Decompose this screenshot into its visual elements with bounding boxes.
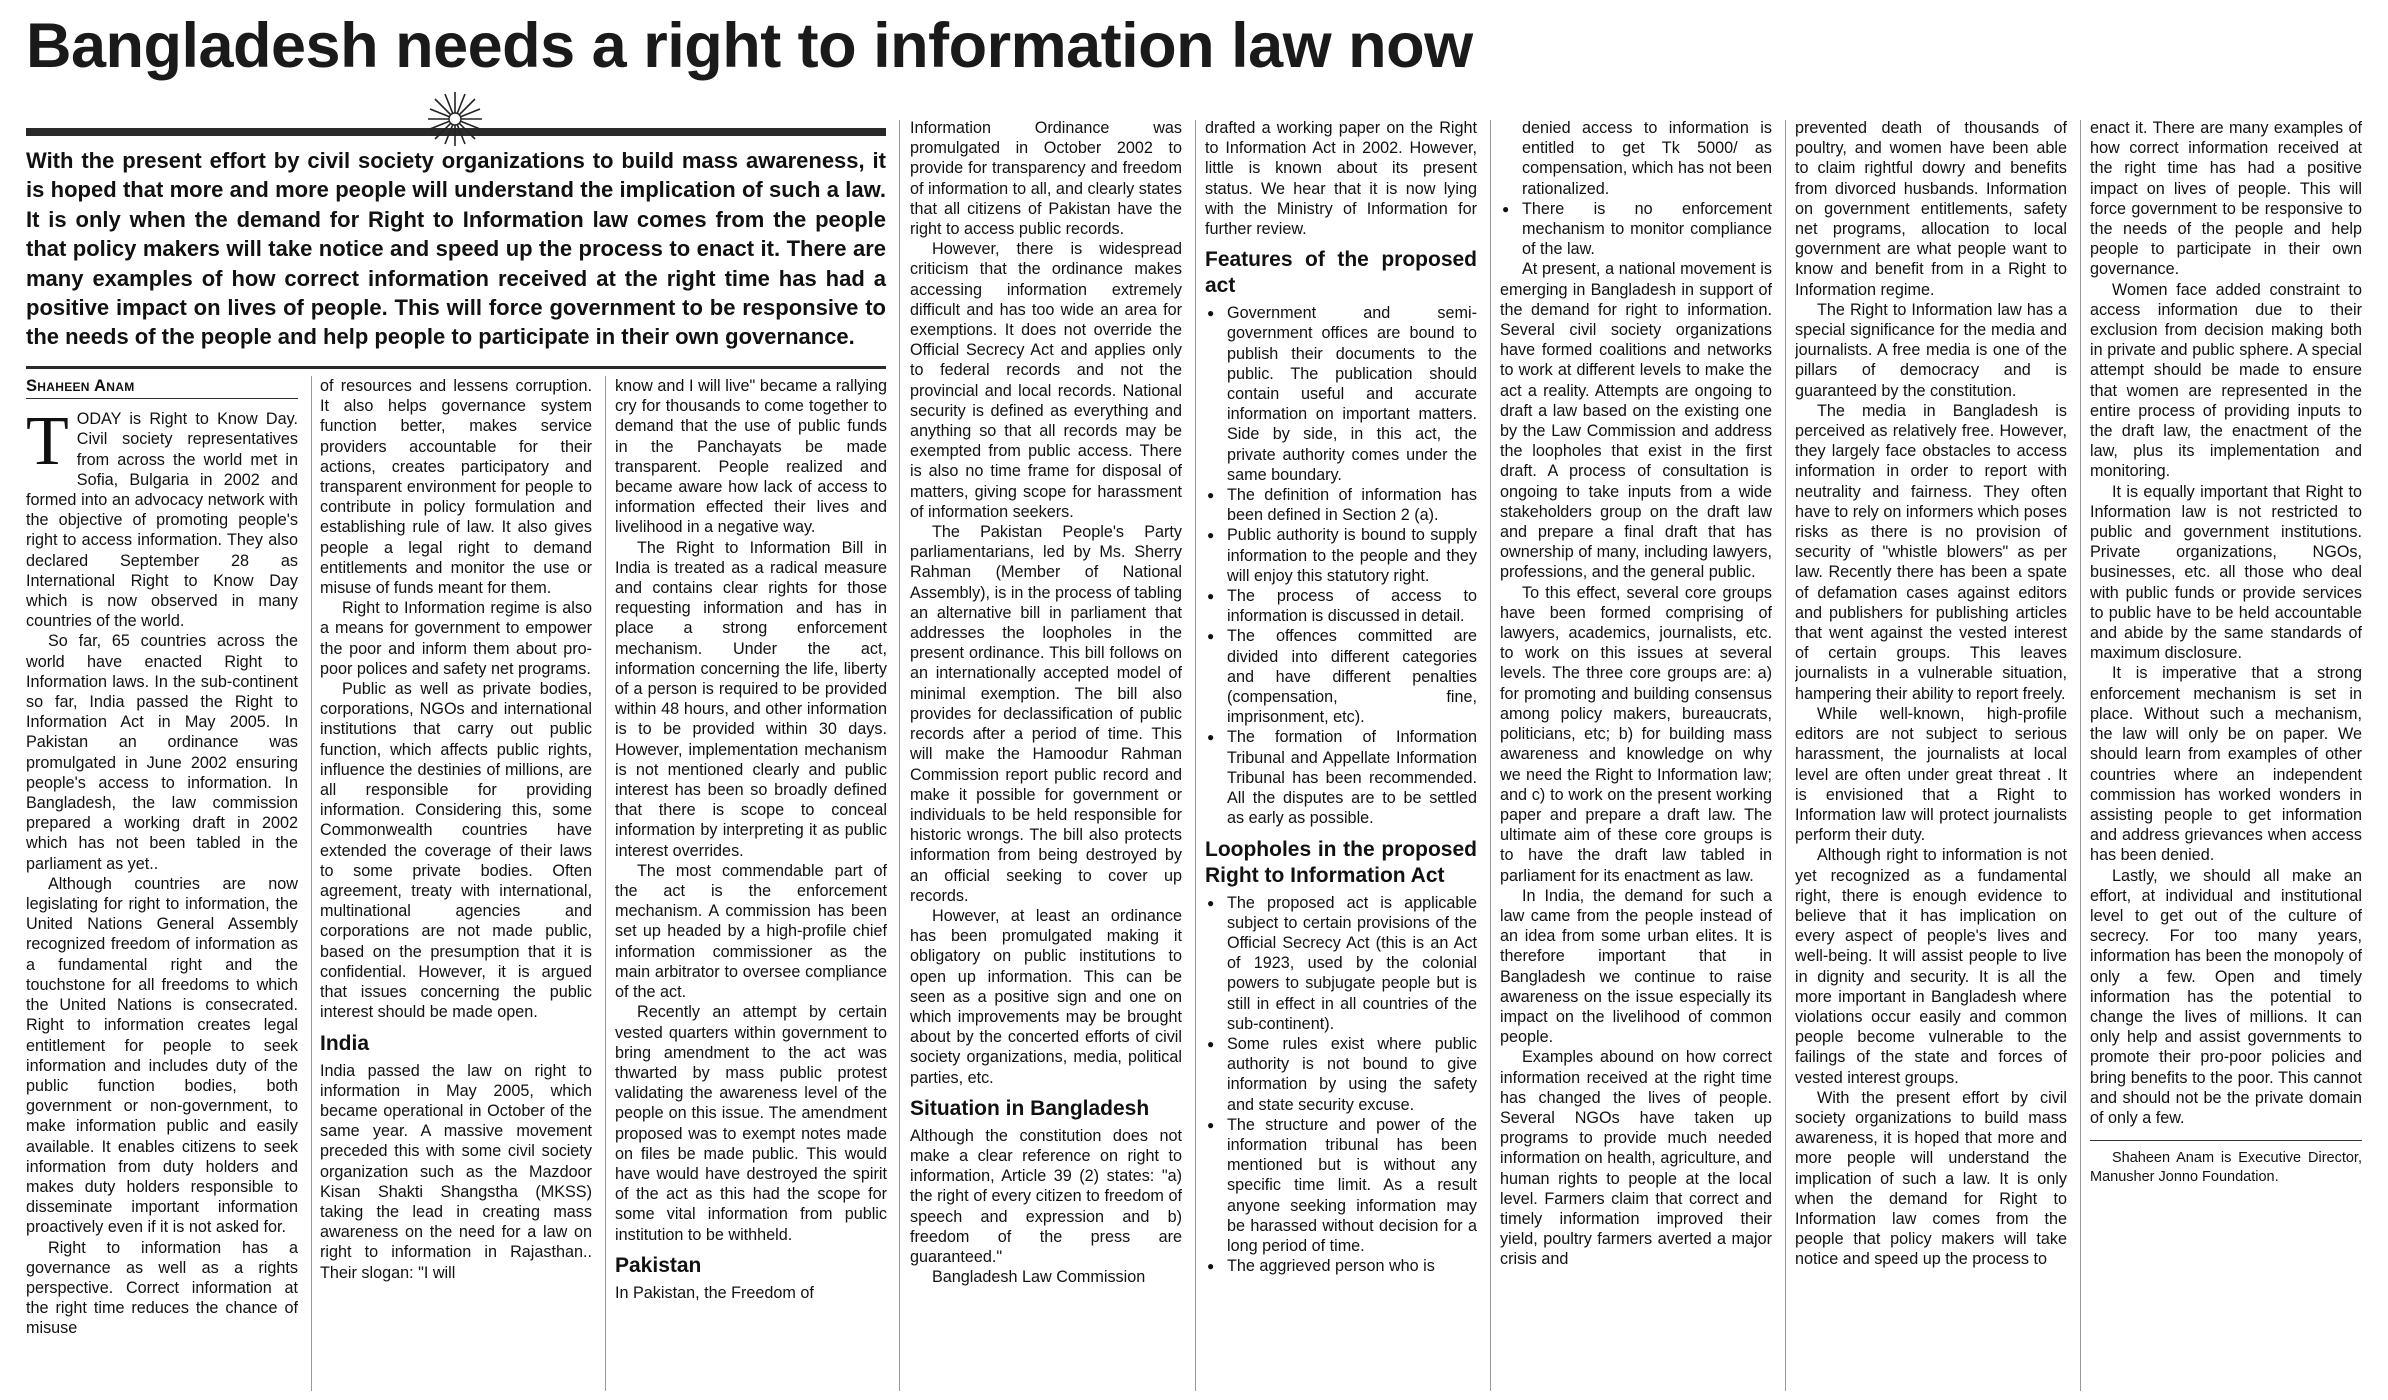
list-item: ● The proposed act is applicable subject to certain provisions of the Official Secrecy Act (this is an Act of 1923, used by the colonial powers to subjugate people but is still in effect in all countries of the sub-continent). (1205, 893, 1477, 1034)
subheading-india: India (320, 1031, 370, 1055)
subheading-features: Features of the proposed act (1205, 248, 1477, 298)
list-item: ● Government and semi-government offices are bound to publish their documents to the public. The publication should contain useful and accurate information on important matters. Side by side, in this act, the private authority comes under the same boundary. (1205, 303, 1477, 485)
paragraph: Right to Information regime is also a means for government to empower the poor and inform them about pro-poor polices and safety net programs. (320, 599, 592, 678)
paragraph: Examples abound on how correct information received at the right time has changed the lives of people. Several NGOs have taken up programs to provide much needed information on health, agriculture, and human rights to people at the local level. Farmers claim that correct and timely information improved their yield, poultry farmers averted a major crisis and (1500, 1048, 1772, 1269)
column-divider (1490, 120, 1491, 1391)
paragraph: The Pakistan People's Party parliamentarians, led by Ms. Sherry Rahman (Member of National Assembly), is in the process of tabling an alternative bill in parliament that addresses the loopholes in the present ordinance. This bill follows on an internationally accepted model of minimal exemption. The bill also provides for declassification of public records after a period of time. This will make the Hamoodur Rahman Commission report public record and make it possible for government or individuals to be held responsible for historic wrongs. The bill also protects information from being destroyed by an official seeking to cover up records. (910, 523, 1182, 905)
deck-summary: With the present effort by civil society organizations to build mass awareness, it is hoped that more and more people will understand the implication of such a law. It is only when the demand for Right to Information law comes from the people that policy makers will take notice and speed up the process to enact it. There are many examples of how correct information received at the right time has had a positive impact on lives of people. This will force government to be responsive to the needs of the people and help people to participate in their own governance. (26, 148, 886, 350)
paragraph: However, there is widespread criticism that the ordinance makes accessing information extremely difficult and has too wide an area for exemptions. It does not override the Official Secrecy Act and applies only to federal records and not the provincial and local records. National security is defined as everything and anything so that all records may be exempted from public access. There is also no time frame for disposal of matters, giving scope for harassment of information seekers. (910, 240, 1182, 521)
paragraph: In India, the demand for such a law came from the people instead of an idea from some urban elites. It is therefore important that in Bangladesh we continue to raise awareness on the issue especially its impact on the livelihood of common people. (1500, 886, 1772, 1047)
list-item: ● The definition of information has been defined in Section 2 (a). (1205, 485, 1477, 525)
paragraph: With the present effort by civil society organizations to build mass awareness, it is hoped that more and more people will understand the implication of such a law. It is only when the demand for Right to Information law comes from the people that policy makers will take notice and speed up the process to (1795, 1088, 2067, 1269)
paragraph: While well-known, high-profile editors are not subject to serious harassment, the journalists at local level are often under great threat . It is envisioned that a Right to Information law will protect journalists perform their duty. (1795, 704, 2067, 845)
paragraph: It is imperative that a strong enforcement mechanism is set in place. Without such a mechanism, the law will only be on paper. We should learn from examples of other countries where an independent commission has worked wonders in assisting people to get information and address grievances when access has been denied. (2090, 664, 2362, 865)
list-item: ● The aggrieved person who is (1205, 1256, 1477, 1276)
byline: Shaheen Anam (26, 376, 298, 399)
paragraph: At present, a national movement is emerging in Bangladesh in support of the demand for right to information. Several civil society organizations have formed coalitions and networks to work at different levels to make the act a reality. Attempts are ongoing to draft a law based on the existing one by the Law Commission and address the loopholes that exist in the first draft. A process of consultation is ongoing to take inputs from a wide stakeholders group on the draft law and prepare a final draft that has ownership of many, including lawyers, professions, and the general public. (1500, 260, 1772, 582)
enforcement-list (1500, 199, 1772, 260)
column-divider (1195, 120, 1196, 1391)
column-divider (311, 376, 312, 1391)
paragraph: The most commendable part of the act is the enforcement mechanism. A commission has been set up headed by a high-profile chief information commissioner as the main arbitrator to oversee compliance of the act. (615, 861, 887, 1002)
list-item: ● The offences committed are divided into different categories and have different penalties (compensation, fine, imprisonment, etc). (1205, 626, 1477, 727)
list-item: ● Some rules exist where public authority is not bound to give information by using the safety and state security excuse. (1205, 1034, 1477, 1115)
column-1 (26, 376, 298, 1391)
paragraph: It is equally important that Right to Information law is not restricted to public and government institutions. Private organizations, NGOs, businesses, etc. all those who deal with public funds or provide services to public have to be held accountable and abide by the same standards of maximum disclosure. (2090, 482, 2362, 663)
paragraph: Although the constitution does not make a clear reference on right to information, Article 39 (2) states: "a) the right of every citizen to freedom of speech and expression and b) freedom of the press are guaranteed." (910, 1126, 1182, 1266)
features-list (1205, 303, 1477, 828)
author-note: Shaheen Anam is Executive Director, Manusher Jonno Foundation. (2090, 1150, 2362, 1186)
paragraph: India passed the law on right to information in May 2005, which became operational in October of the same year. A massive movement preceded this with some civil society organization such as the Mazdoor Kisan Shakti Shangstha (MKSS) taking the lead in creating mass awareness on the need for a law on right to information in Rajasthan.. Their slogan: "I will (320, 1061, 592, 1282)
paragraph: know and I will live" became a rallying cry for thousands to come together to demand that the use of public funds in the Panchayats be made transparent. People realized and became aware how lack of access to information effected their lives and livelihood in a negative way. (615, 377, 887, 537)
column-3 (615, 376, 887, 1391)
column-divider (2080, 120, 2081, 1391)
column-4 (910, 118, 1182, 1391)
paragraph: ODAY is Right to Know Day. Civil society representatives from across the world met in Sofia, Bulgaria in 2002 and formed into an advocacy network with the objective of promoting people's right to access information. They also declared September 28 as International Right to Know Day which is now observed in many countries of the world. (26, 410, 298, 631)
list-item: ● There is no enforcement mechanism to monitor compliance of the law. (1500, 199, 1772, 260)
paragraph: prevented death of thousands of poultry, and women have been able to claim rightful dowry and benefits from divorced husbands. Information on government entitlements, safety net programs, allocation to local government are what people want to know and benefit from in a Right to Information regime. (1795, 119, 2067, 299)
end-rule (2090, 1140, 2362, 1141)
paragraph: denied access to information is entitled to get Tk 5000/ as compensation, which has not been rationalized. (1522, 119, 1772, 198)
paragraph: Women face added constraint to access information due to their exclusion from decision making both in private and public sphere. A special attempt should be made to ensure that women are represented in the entire process of providing inputs to the draft law, the enactment of the law, plus its implementation and monitoring. (2090, 280, 2362, 481)
paragraph: Although countries are now legislating for right to information, the United Nations General Assembly recognized freedom of information as a fundamental right and the touchstone for all freedoms to which the United Nations is consecrated. Right to information creates legal entitlement for people to seek information and includes duty of the public function bodies, both government or non-government, to make information public and easily available. It enables citizens to seek information from duty holders and makes duty holders responsible to disseminate important information proactively even if it is not asked for. (26, 874, 298, 1237)
paragraph: So far, 65 countries across the world have enacted Right to Information laws. In the sub-continent so far, India passed the Right to Information Act in May 2005. In Pakistan an ordinance was promulgated in June 2002 ensuring people's access to information. In Bangladesh, the law commission prepared a working draft in 2002 which has not been tabled in the parliament as yet.. (26, 632, 298, 873)
star-burst-icon (426, 90, 484, 148)
drop-cap: T (26, 403, 69, 481)
headline: Bangladesh needs a right to information law now (26, 11, 1473, 81)
paragraph: Recently an attempt by certain vested quarters within government to bring amendment to the act was thwarted by mass public protest validating the awareness level of the people on this issue. The amendment proposed was to exempt notes made on files be made public. This would have would have destroyed the spirit of the act as this had the scope for some vital information from public institution to be withheld. (615, 1003, 887, 1244)
list-item: ● The formation of Information Tribunal and Appellate Information Tribunal has been recommended. All the disputes are to be settled as early as possible. (1205, 727, 1477, 828)
paragraph: Information Ordinance was promulgated in October 2002 to provide for transparency and freedom of information to all, and clearly states that all citizens of Pakistan have the right to access public records. (910, 119, 1182, 239)
loopholes-list (1205, 893, 1477, 1277)
paragraph: Although right to information is not yet recognized as a fundamental right, there is enough evidence to believe that it has implication on every aspect of people's lives and well-being. It will assist people to live in dignity and security. It is all the more important in Bangladesh where violations occur easily and common people become vulnerable to the failings of the state and forces of vested interest groups. (1795, 846, 2067, 1087)
column-6 (1500, 118, 1772, 1391)
paragraph: The Right to Information Bill in India is treated as a radical measure and contains clear rights for those requesting information and has in place a strong enforcement mechanism. Under the act, information concerning the life, liberty of a person is required to be provided within 48 hours, and other information is to be provided within 30 days. However, implementation mechanism is not mentioned clearly and public interest has been so broadly defined that there is scope to conceal information by interpreting it as public interest overrides. (615, 538, 887, 860)
column-7 (1795, 118, 2067, 1391)
paragraph: To this effect, several core groups have been formed comprising of lawyers, academics, journalists, etc. to work on this issues at several levels. The three core groups are: a) for promoting and building consensus among policy makers, bureaucrats, politicians, etc; b) for building mass awareness and knowledge on why we need the Right to Information law; and c) to work on the present working paper and prepare a draft law. The ultimate aim of these core groups is to have the draft law tabled in parliament for its enactment as law. (1500, 583, 1772, 885)
paragraph: Right to information has a governance as well as a rights perspective. Correct information at the right time reduces the chance of misuse (26, 1238, 298, 1338)
column-2 (320, 376, 592, 1391)
subheading-loopholes: Loopholes in the proposed Right to Information Act (1205, 837, 1477, 887)
paragraph: Bangladesh Law Commission (932, 1268, 1146, 1287)
column-divider (1785, 120, 1786, 1391)
paragraph: However, at least an ordinance has been promulgated making it obligatory on public institutions to open up information. This can be seen as a positive sign and one on which improvements may be brought about by the concerted efforts of civil society organizations, media, political parties, etc. (910, 906, 1182, 1087)
paragraph: The Right to Information law has a special significance for the media and journalists. A free media is one of the pillars of democracy and is guaranteed by the constitution. (1795, 300, 2067, 400)
subheading-pakistan: Pakistan (615, 1253, 702, 1277)
subheading-bangladesh: Situation in Bangladesh (910, 1096, 1150, 1120)
paragraph: The media in Bangladesh is perceived as relatively free. However, they largely face obstacles to access information in order to report with neutrality and fairness. They often have to rely on informers which poses risks as there is no provision of security of "whistle blowers" as per law. Recently there has been a spate of defamation cases against editors and publishers for publishing articles that went against the vested interest of certain groups. This leaves journalists in a vulnerable situation, hampering their ability to report freely. (1795, 401, 2067, 703)
paragraph: Public as well as private bodies, corporations, NGOs and international institutions that carry out public function, which affects public rights, influence the destinies of millions, are all responsible for providing information. Considering this, some Commonwealth countries have extended the coverage of their laws to some private bodies. Often agreement, treaty with international, multinational agencies and corporations are not made public, based on the presumption that it is confidential. However, it is argued that issues concerning the public interest should be made open. (320, 680, 592, 1022)
column-divider (605, 376, 606, 1391)
paragraph: drafted a working paper on the Right to Information Act in 2002. However, little is known about its present status. We hear that it is now lying with the Ministry of Information for further review. (1205, 119, 1477, 239)
column-5 (1205, 118, 1477, 1391)
deck-rule (26, 366, 886, 369)
paragraph: enact it. There are many examples of how correct information received at the right time has had a positive impact on lives of people. This will force government to be responsive to the needs of the people and help people to participate in their own governance. (2090, 119, 2362, 279)
paragraph: Lastly, we should all make an effort, at individual and institutional level to get out of the culture of secrecy. For too many years, information has been the monopoly of only a few. Open and timely information has the potential to change the lives of millions. It can only help and assist governments to promote their pro-poor policies and bring benefits to the poor. This cannot and should not be the private domain of only a few. (2090, 866, 2362, 1127)
paragraph: In Pakistan, the Freedom of (615, 1283, 814, 1302)
list-item: ● The structure and power of the information tribunal has been mentioned but is without any specific time limit. As a result anyone seeking information may be harassed without decision for a long period of time. (1205, 1115, 1477, 1256)
column-divider (899, 120, 900, 1391)
paragraph: of resources and lessens corruption. It also helps governance system function better, makes service providers accountable for their actions, creates participatory and transparent environment for people to contribute in policy formulation and establishing rule of law. It also gives people a legal right to demand entitlements and monitor the use or misuse of funds meant for them. (320, 377, 592, 598)
column-8 (2090, 118, 2362, 1391)
list-item: ● Public authority is bound to supply information to the people and they will enjoy this statutory right. (1205, 525, 1477, 586)
list-item: ● The process of access to information is discussed in detail. (1205, 586, 1477, 626)
